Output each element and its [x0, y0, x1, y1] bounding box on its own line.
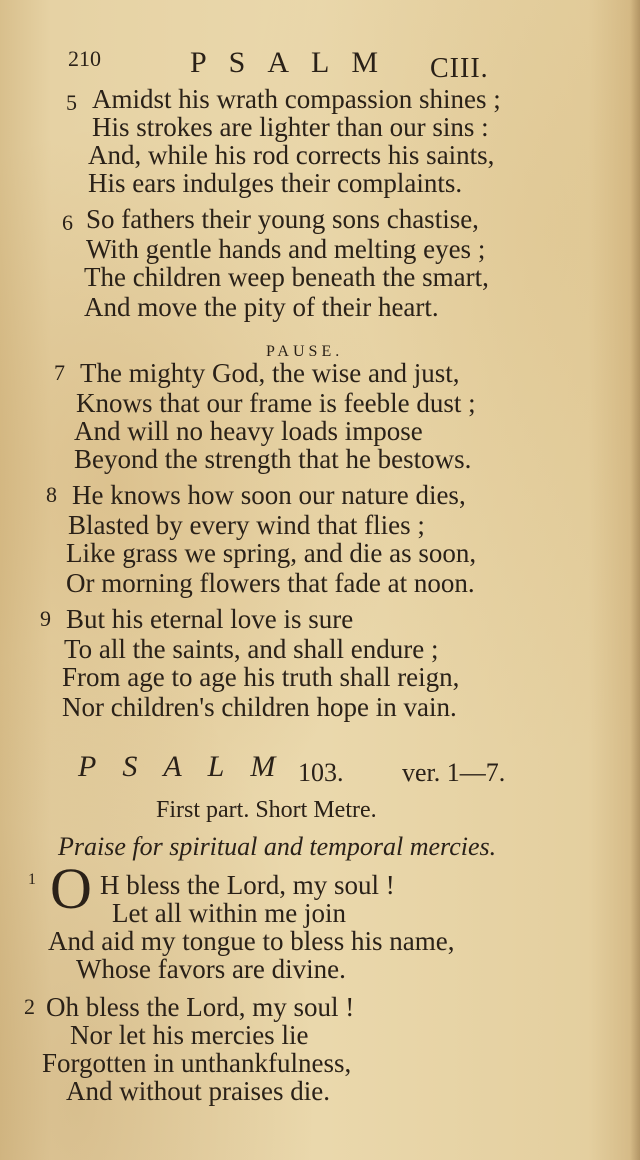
- verse-number: 9: [40, 606, 51, 631]
- verse-line: Oh bless the Lord, my soul !: [46, 992, 355, 1022]
- verse-number: 7: [54, 360, 65, 385]
- verse-line: And aid my tongue to bless his name,: [48, 926, 455, 956]
- verse-line: Amidst his wrath compassion shines ;: [92, 84, 501, 114]
- verse-number: 2: [24, 994, 35, 1019]
- verse-line: And will no heavy loads impose: [74, 416, 423, 446]
- psalm-part-and-metre: First part. Short Metre.: [156, 797, 377, 823]
- psalm-number: 103.: [298, 758, 344, 787]
- verse-line: Or morning flowers that fade at noon.: [66, 568, 475, 598]
- verse-line: His ears indulges their complaints.: [88, 168, 463, 198]
- running-title: PSALM: [190, 46, 401, 79]
- verse-number: 6: [62, 210, 73, 235]
- page-number: 210: [68, 46, 101, 71]
- verse-line: Nor let his mercies lie: [70, 1020, 309, 1050]
- verse-line: His strokes are lighter than our sins :: [92, 112, 489, 142]
- verse-line: He knows how soon our nature dies,: [72, 480, 466, 510]
- verse-line: H bless the Lord, my soul !: [100, 870, 395, 900]
- psalm-title: PSALM: [78, 750, 302, 783]
- verse-number: 8: [46, 482, 57, 507]
- verse-line: Like grass we spring, and die as soon,: [66, 538, 477, 568]
- verse-line: And, while his rod corrects his saints,: [88, 140, 495, 170]
- verse-line: From age to age his truth shall reign,: [62, 662, 460, 692]
- verse-line: The mighty God, the wise and just,: [80, 358, 460, 388]
- verse-line: Beyond the strength that he bestows.: [74, 444, 472, 474]
- verse-line: With gentle hands and melting eyes ;: [86, 234, 486, 264]
- verse-line: And without praises die.: [66, 1076, 330, 1106]
- verse-line: Blasted by every wind that flies ;: [68, 510, 425, 540]
- verse-line: Nor children's children hope in vain.: [62, 692, 457, 722]
- psalm-argument: Praise for spiritual and temporal mercies.: [58, 832, 497, 861]
- verse-line: But his eternal love is sure: [66, 604, 354, 634]
- verse-line: To all the saints, and shall endure ;: [64, 634, 439, 664]
- verse-line: Knows that our frame is feeble dust ;: [76, 388, 476, 418]
- drop-cap: O: [50, 856, 92, 921]
- verse-line: And move the pity of their heart.: [84, 292, 439, 322]
- verse-number: 1: [28, 871, 36, 888]
- verse-line: Let all within me join: [112, 898, 346, 928]
- page-gutter-shadow: [630, 0, 640, 1160]
- verse-line: Forgotten in unthankfulness,: [42, 1048, 352, 1078]
- pause-heading: PAUSE.: [266, 343, 344, 360]
- psalm-verses: ver. 1—7.: [402, 758, 506, 787]
- running-psalm-number: CIII.: [430, 53, 489, 84]
- verse-number: 5: [66, 90, 77, 115]
- verse-line: The children weep beneath the smart,: [84, 262, 489, 292]
- verse-line: Whose favors are divine.: [76, 954, 346, 984]
- verse-line: So fathers their young sons chastise,: [86, 204, 479, 234]
